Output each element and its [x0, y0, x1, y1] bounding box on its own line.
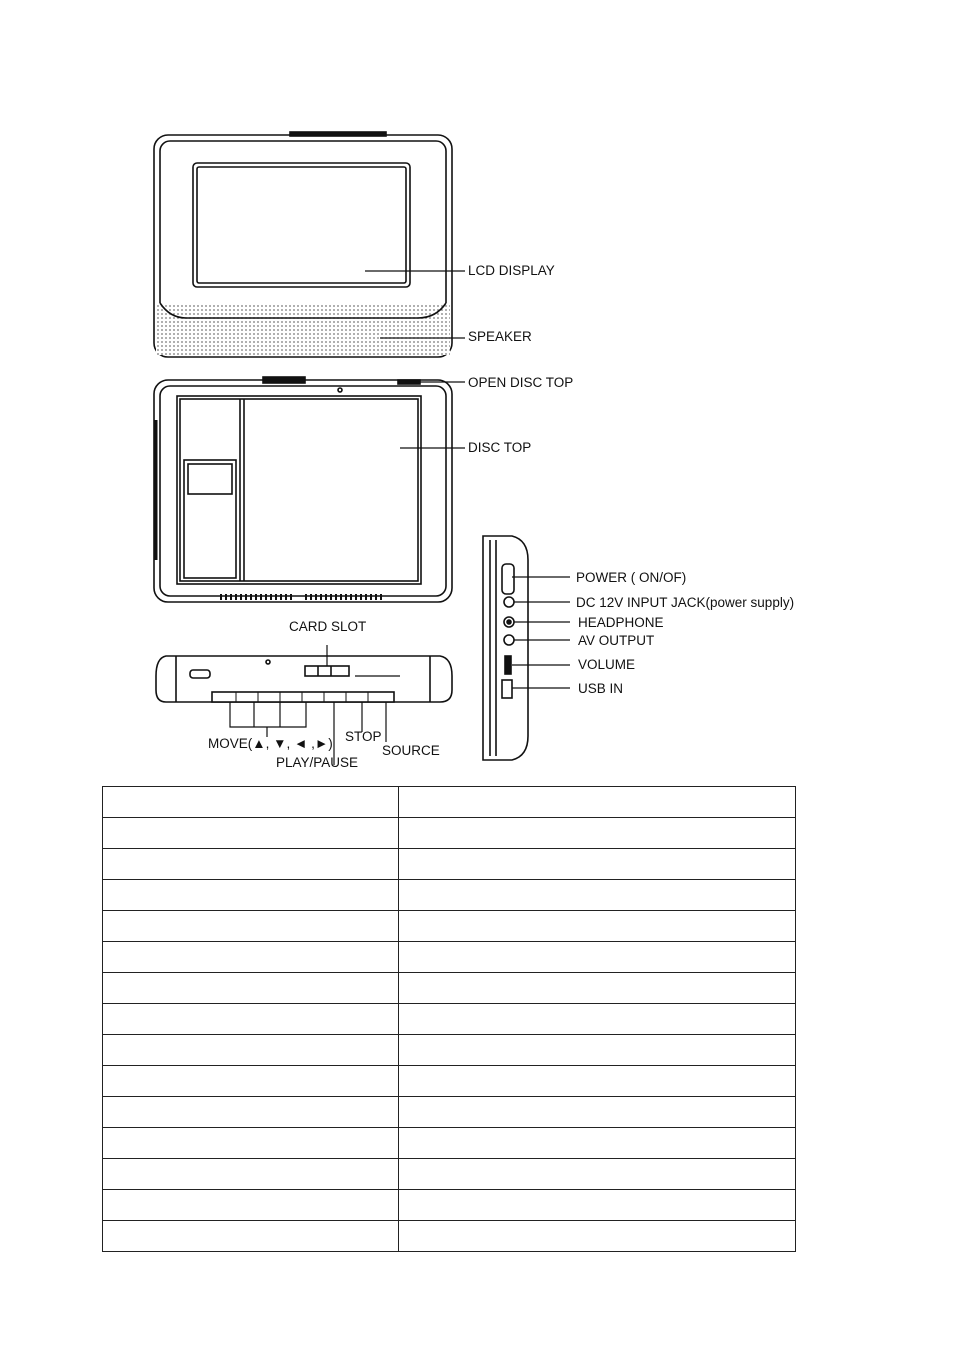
table-cell [103, 1159, 399, 1190]
table-cell [399, 787, 796, 818]
table-cell [103, 818, 399, 849]
label-play-pause: PLAY/PAUSE [276, 755, 359, 770]
table-row [103, 880, 796, 911]
side-view [483, 536, 528, 760]
table-row [103, 973, 796, 1004]
table-cell [399, 849, 796, 880]
table-row [103, 942, 796, 973]
table-cell [103, 973, 399, 1004]
table-cell [103, 1221, 399, 1252]
table-cell [399, 1035, 796, 1066]
table-cell [103, 849, 399, 880]
table-row [103, 818, 796, 849]
top-view [154, 377, 452, 602]
table-row [103, 787, 796, 818]
table-row [103, 1221, 796, 1252]
table-cell [103, 1097, 399, 1128]
table-cell [399, 973, 796, 1004]
label-stop: STOP [345, 729, 382, 744]
table-cell [103, 911, 399, 942]
table-row [103, 1097, 796, 1128]
table-row [103, 1035, 796, 1066]
label-av-output: AV OUTPUT [578, 633, 655, 648]
table-row [103, 1004, 796, 1035]
label-power: POWER ( ON/OF) [576, 570, 687, 585]
table-cell [399, 1097, 796, 1128]
table-row [103, 1159, 796, 1190]
table-row [103, 1190, 796, 1221]
table-cell [103, 1190, 399, 1221]
table-cell [399, 911, 796, 942]
table-cell [103, 942, 399, 973]
label-volume: VOLUME [578, 657, 636, 672]
label-card-slot: CARD SLOT [289, 619, 367, 634]
table-cell [103, 880, 399, 911]
table-row [103, 1128, 796, 1159]
table-cell [103, 1128, 399, 1159]
table-cell [399, 1190, 796, 1221]
table-cell [103, 1035, 399, 1066]
label-headphone: HEADPHONE [578, 615, 664, 630]
label-usb-in: USB IN [578, 681, 624, 696]
table-cell [399, 1159, 796, 1190]
table-cell [399, 818, 796, 849]
table-cell [399, 1221, 796, 1252]
table-cell [399, 942, 796, 973]
table-cell [399, 1128, 796, 1159]
label-dc-input: DC 12V INPUT JACK(power supply) [576, 595, 795, 610]
front-view [154, 132, 452, 357]
table-cell [399, 1004, 796, 1035]
label-speaker: SPEAKER [468, 329, 532, 344]
table-cell [103, 787, 399, 818]
table-cell [399, 1066, 796, 1097]
label-disc-top: DISC TOP [468, 440, 532, 455]
table-row [103, 1066, 796, 1097]
spec-table [102, 786, 796, 1252]
table-cell [399, 880, 796, 911]
table-cell [103, 1066, 399, 1097]
table-cell [103, 1004, 399, 1035]
edge-view [156, 656, 452, 702]
table-row [103, 849, 796, 880]
label-source: SOURCE [382, 743, 440, 758]
table-row [103, 911, 796, 942]
label-lcd-display: LCD DISPLAY [468, 263, 555, 278]
label-open-disc-top: OPEN DISC TOP [468, 375, 574, 390]
label-move: MOVE(▲, ▼, ◄ ,►) [208, 736, 333, 751]
